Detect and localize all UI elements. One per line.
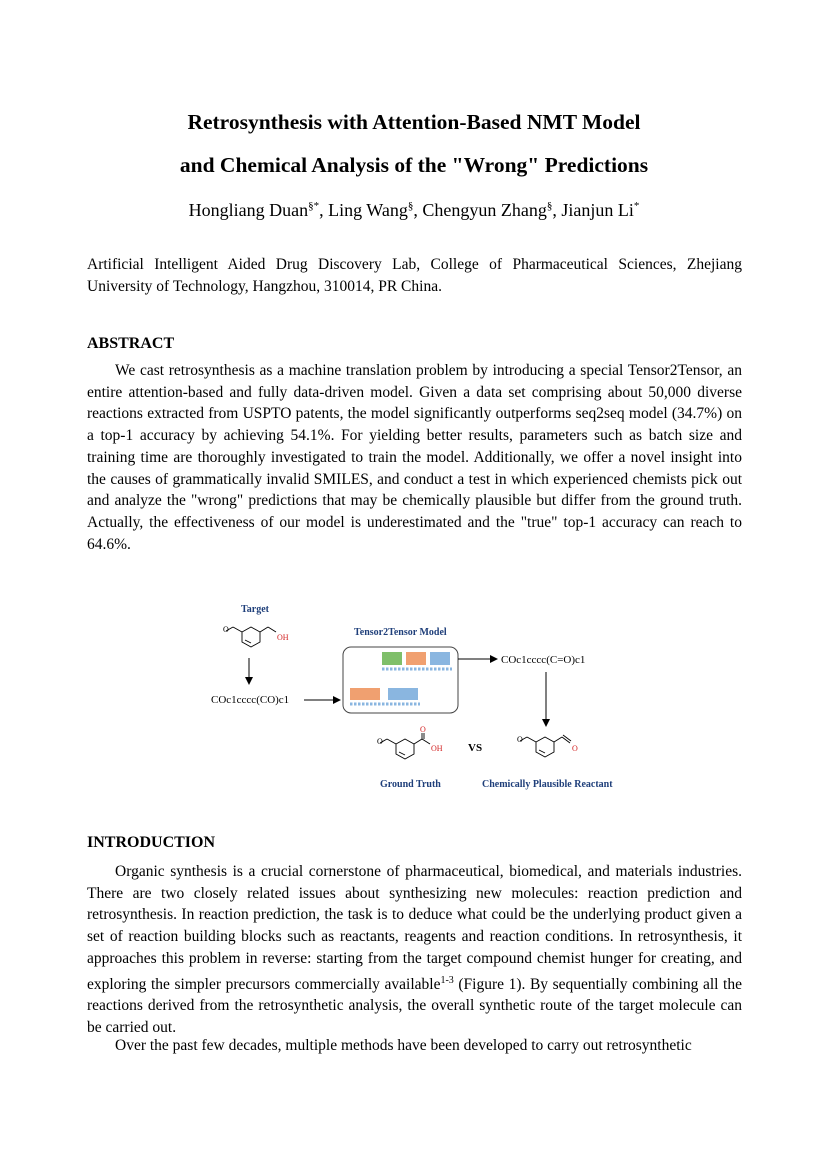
author-mark: §* (308, 200, 320, 212)
aldehyde-o-label: O (572, 744, 578, 753)
ground-truth-molecule-icon (380, 733, 430, 759)
acid-oh-label: OH (431, 744, 443, 753)
introduction-paragraph-2: Over the past few decades, multiple methods have been developed to carry out retrosynthetic (115, 1037, 692, 1054)
target-molecule-icon (226, 627, 276, 647)
author-name: Hongliang Duan (188, 200, 309, 220)
author-mark: § (546, 200, 553, 212)
input-smiles: COc1cccc(CO)c1 (211, 694, 290, 706)
author-name: Jianjun Li (561, 200, 634, 220)
abstract-text: We cast retrosynthesis as a machine translation problem by introducing a special Tensor2Tensor, an entire attention-based and fully data-driven model. Given a data set comprising about 50,000 diverse reactions extracted from USPTO patents, the model significantly outperforms seq2seq model (34.7%) on a top-1 accuracy by achieving 54.1%. For yielding better results, parameters such as batch size and training time are thoroughly investigated to train the model. Additionally, we offer a novel insight into the causes of grammatically invalid SMILES, and conduct a test in which experienced chemists pick out and analyze the "wrong" predictions that may be chemically plausible but differ from the ground truth. Actually, the effectiveness of our model is underestimated and the "true" top-1 accuracy can reach to 64.6%. (87, 362, 742, 553)
introduction-heading: INTRODUCTION (87, 834, 216, 851)
intro-text: (Figure 1). By sequentially combining all the reactions derived from the retrosynthetic analysis, the overall synthetic route of the target molecule can be carried out. (87, 975, 742, 1037)
green-token (382, 652, 402, 665)
author-mark: § (407, 200, 414, 212)
author-name: Ling Wang (328, 200, 408, 220)
paper-title-line1: Retrosynthesis with Attention-Based NMT Model (187, 110, 641, 134)
methoxy-o-icon: O (517, 735, 523, 744)
target-label: Target (241, 604, 269, 615)
introduction-paragraph-1 (87, 861, 742, 1039)
plausible-molecule-icon (520, 735, 571, 757)
author-mark: * (633, 200, 640, 212)
vs-label: VS (468, 742, 483, 754)
carbonyl-o-label: O (420, 725, 426, 734)
plausible-label: Chemically Plausible Reactant (482, 779, 613, 790)
orange-token (350, 688, 380, 700)
abstract-heading: ABSTRACT (87, 335, 175, 352)
blue-token (430, 652, 450, 665)
intro-text: Organic synthesis is a crucial cornerstone of pharmaceutical, biomedical, and materials industries. There are two closely related issues about synthesizing new molecules: reaction prediction and retrosynthesis. In reaction prediction, the task is to deduce what could be the underlying product given a set of reaction building blocks such as reactants, reagents and reaction conditions. In retrosynthesis, it approaches this problem in reverse: starting from the target compound chemist hunger for creating, and exploring the simpler precursors commercially available (87, 863, 742, 993)
affiliation: Artificial Intelligent Aided Drug Discovery Lab, College of Pharmaceutical Sciences, Zhejiang University of Technology, Hangzhou, 310014, PR China. (87, 256, 742, 295)
orange-token (406, 652, 426, 665)
model-label: Tensor2Tensor Model (354, 627, 447, 638)
citation-ref: 1-3 (440, 974, 454, 986)
methoxy-o-icon: O (377, 737, 383, 746)
ground-truth-label: Ground Truth (380, 779, 441, 790)
hydroxyl-label: OH (277, 633, 289, 642)
paper-title-line2: and Chemical Analysis of the "Wrong" Predictions (179, 153, 649, 177)
methoxy-o-icon: O (223, 625, 229, 634)
output-smiles: COc1cccc(C=O)c1 (501, 654, 586, 666)
blue-token (388, 688, 418, 700)
author-name: Chengyun Zhang (422, 200, 547, 220)
author-list: Hongliang Duan§*, Ling Wang§, Chengyun Zhang§, Jianjun Li* (188, 200, 640, 220)
toc-figure (200, 596, 640, 796)
